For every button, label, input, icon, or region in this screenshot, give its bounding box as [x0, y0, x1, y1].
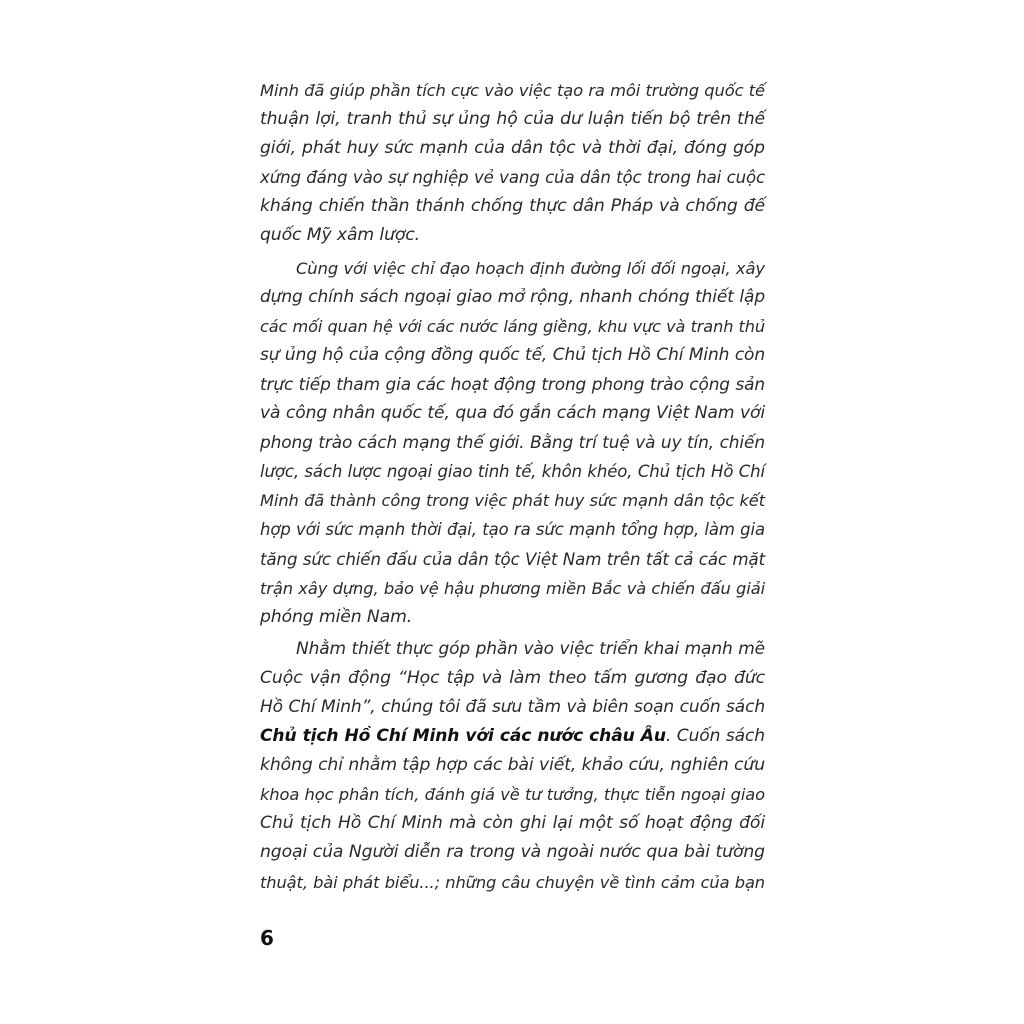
text-line: xứng đáng vào sự nghiệp vẻ vang của dân tộc trong hai cuộc: [260, 168, 765, 188]
text-line: thuật, bài phát biểu...; những câu chuyện về tình cảm của bạn: [260, 872, 765, 892]
text-line: thuận lợi, tranh thủ sự ủng hộ của dư luận tiến bộ trên thế: [260, 109, 765, 130]
body-text: [260, 76, 765, 897]
text-line: sự ủng hộ của cộng đồng quốc tế, Chủ tịch Hồ Chí Minh còn: [260, 344, 765, 365]
text-line: Chủ tịch Hồ Chí Minh mà còn ghi lại một số hoạt động đối: [260, 813, 765, 834]
text-line: Minh đã thành công trong việc phát huy sức mạnh dân tộc kết: [260, 491, 765, 511]
text-line: giới, phát huy sức mạnh của dân tộc và thời đại, đóng góp: [260, 138, 765, 159]
text-line: kháng chiến thần thánh chống thực dân Pháp và chống đế: [260, 196, 765, 217]
page-number: 6: [260, 926, 274, 950]
text-line: khoa học phân tích, đánh giá về tư tưởng, thực tiễn ngoại giao: [260, 785, 765, 805]
text-line: và công nhân quốc tế, qua đó gắn cách mạng Việt Nam với: [260, 403, 765, 424]
text-line: dựng chính sách ngoại giao mở rộng, nhanh chóng thiết lập: [260, 286, 765, 307]
text-line: Cuộc vận động “Học tập và làm theo tấm gương đạo đức: [260, 667, 765, 688]
text-line: phong trào cách mạng thế giới. Bằng trí tuệ và uy tín, chiến: [260, 432, 765, 453]
text-line: tăng sức chiến đấu của dân tộc Việt Nam trên tất cả các mặt: [260, 549, 765, 569]
text-line: lược, sách lược ngoại giao tinh tế, khôn khéo, Chủ tịch Hồ Chí: [260, 462, 765, 482]
text-line: trận xây dựng, bảo vệ hậu phương miền Bắc và chiến đấu giải: [260, 578, 765, 598]
text-line: trực tiếp tham gia các hoạt động trong phong trào cộng sản: [260, 373, 765, 394]
text-line: Hồ Chí Minh”, chúng tôi đã sưu tầm và biên soạn cuốn sách: [260, 696, 765, 717]
text-line: Minh đã giúp phần tích cực vào việc tạo ra môi trường quốc tế: [260, 81, 765, 100]
text-line-with-title: [260, 722, 765, 751]
text-line: phóng miền Nam.: [260, 606, 413, 627]
book-title: Chủ tịch Hồ Chí Minh với các nước châu Âu: [260, 726, 666, 747]
text-line: Nhằm thiết thực góp phần vào việc triển khai mạnh mẽ: [296, 638, 765, 659]
text-line: Cùng với việc chỉ đạo hoạch định đường lối đối ngoại, xây: [296, 258, 765, 278]
title-line-tail: . Cuốn sách: [665, 726, 765, 747]
text-line: các mối quan hệ với các nước láng giềng, khu vực và tranh thủ: [260, 316, 765, 336]
text-line: quốc Mỹ xâm lược.: [260, 225, 421, 246]
text-line: hợp với sức mạnh thời đại, tạo ra sức mạnh tổng hợp, làm gia: [260, 520, 765, 540]
text-line: không chỉ nhằm tập hợp các bài viết, khảo cứu, nghiên cứu: [260, 755, 765, 776]
text-line: ngoại của Người diễn ra trong và ngoài nước qua bài tường: [260, 842, 765, 863]
